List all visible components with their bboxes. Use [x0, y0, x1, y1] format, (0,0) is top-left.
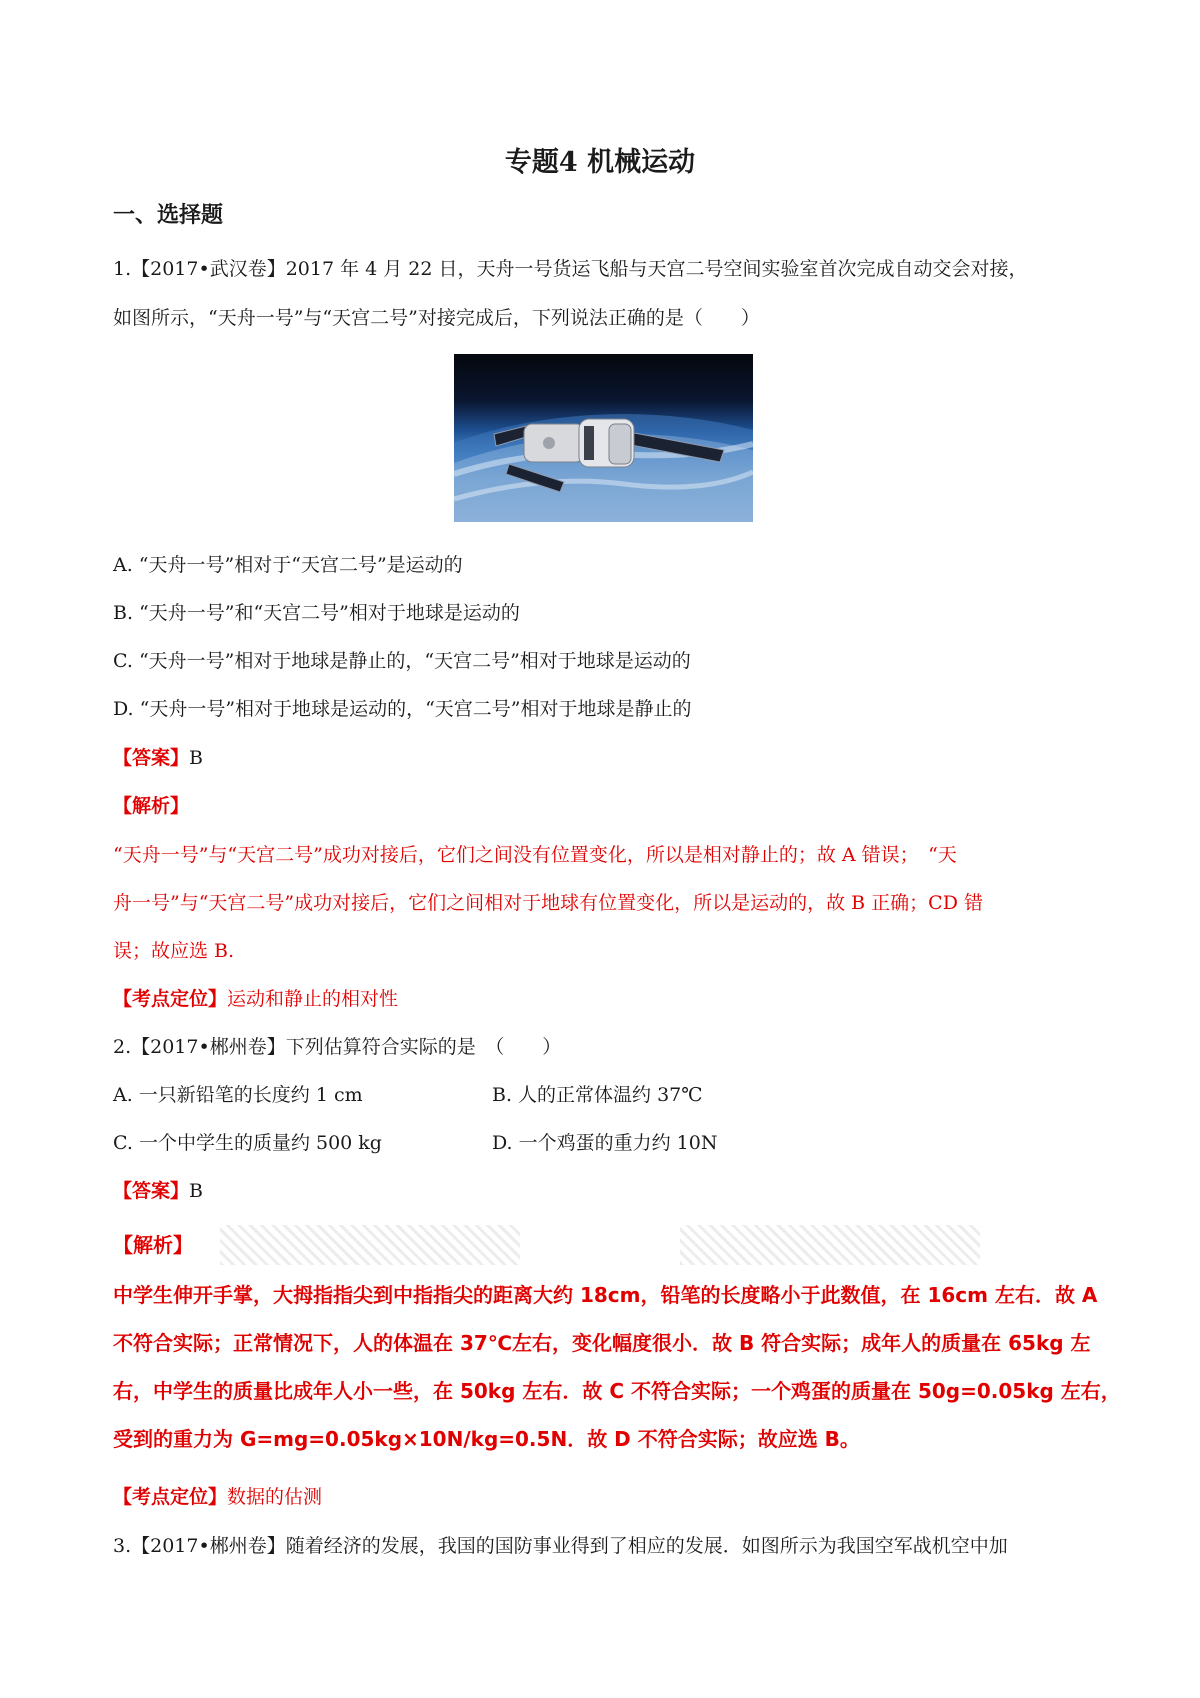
- q2-analysis-line-1: 中学生伸开手掌，大拇指指尖到中指指尖的距离大约 18cm，铅笔的长度略小于此数值，在 16cm 左右．故 A: [113, 1283, 1098, 1307]
- q1-analysis-line-3: 误；故应选 B.: [113, 940, 235, 962]
- q2-analysis-line-2: 不符合实际；正常情况下，人的体温在 37℃左右，变化幅度很小．故 B 符合实际；成年人的质量在 65kg 左: [113, 1331, 1091, 1355]
- q2-analysis-line-3: 右，中学生的质量比成年人小一些，在 50kg 左右．故 C 不符合实际；一个鸡蛋的质量在 50g=0.05kg 左右，: [113, 1379, 1121, 1403]
- space-station-illustration: [454, 354, 753, 522]
- q2-option-a: A. 一只新铅笔的长度约 1 cm: [113, 1084, 363, 1106]
- q1-option-b: B. “天舟一号”和“天宫二号”相对于地球是运动的: [113, 602, 520, 624]
- q2-option-c: C. 一个中学生的质量约 500 kg: [113, 1132, 382, 1154]
- q1-option-a: A. “天舟一号”相对于“天宫二号”是运动的: [113, 554, 463, 576]
- page-title: 专题4 机械运动: [504, 147, 696, 178]
- q3-stem: 3.【2017•郴州卷】随着经济的发展，我国的国防事业得到了相应的发展．如图所示为我国空军战机空中加: [113, 1535, 1008, 1557]
- q1-analysis-line-1: “天舟一号”与“天宫二号”成功对接后，它们之间没有位置变化，所以是相对静止的；故 A 错误； “天: [113, 844, 957, 866]
- q1-answer-label: 【答案】: [113, 747, 190, 769]
- q1-analysis-label: 【解析】: [113, 795, 190, 817]
- q2-keypoint-label: 【考点定位】: [113, 1486, 228, 1508]
- q1-keypoint-label: 【考点定位】: [113, 988, 228, 1010]
- section-heading: 一、选择题: [113, 202, 224, 228]
- q2-stem: 2.【2017•郴州卷】下列估算符合实际的是 （ ）: [113, 1036, 562, 1058]
- q2-keypoint: [113, 1484, 322, 1510]
- q1-option-d: D. “天舟一号”相对于地球是运动的，“天宫二号”相对于地球是静止的: [113, 698, 692, 720]
- q1-stem-line-2: 如图所示，“天舟一号”与“天宫二号”对接完成后，下列说法正确的是（ ）: [113, 307, 760, 329]
- q1-answer-value: B: [189, 747, 203, 769]
- q1-analysis-line-2: 舟一号”与“天宫二号”成功对接后，它们之间相对于地球有位置变化，所以是运动的，故 B 正确；CD 错: [113, 892, 983, 914]
- q2-answer-label: 【答案】: [113, 1180, 190, 1202]
- q2-analysis-label: 【解析】: [113, 1233, 193, 1257]
- q2-answer: [113, 1178, 203, 1204]
- q2-option-d: D. 一个鸡蛋的重力约 10N: [492, 1132, 718, 1154]
- space-station-docking-image: [454, 354, 753, 522]
- q2-option-b: B. 人的正常体温约 37℃: [492, 1084, 703, 1106]
- q1-keypoint-value: 运动和静止的相对性: [227, 988, 399, 1010]
- q1-option-c: C. “天舟一号”相对于地球是静止的，“天宫二号”相对于地球是运动的: [113, 650, 691, 672]
- q1-stem-line-1: 1.【2017•武汉卷】2017 年 4 月 22 日，天舟一号货运飞船与天宫二号空间实验室首次完成自动交会对接，: [113, 258, 1028, 280]
- q2-analysis-line-4: 受到的重力为 G=mg=0.05kg×10N/kg=0.5N．故 D 不符合实际；故应选 B。: [113, 1427, 860, 1451]
- q1-answer: [113, 745, 203, 771]
- q2-keypoint-value: 数据的估测: [227, 1486, 323, 1508]
- watermark-left: [220, 1225, 520, 1265]
- watermark-right: [680, 1225, 980, 1265]
- q2-answer-value: B: [189, 1180, 203, 1202]
- q1-keypoint: [113, 986, 398, 1012]
